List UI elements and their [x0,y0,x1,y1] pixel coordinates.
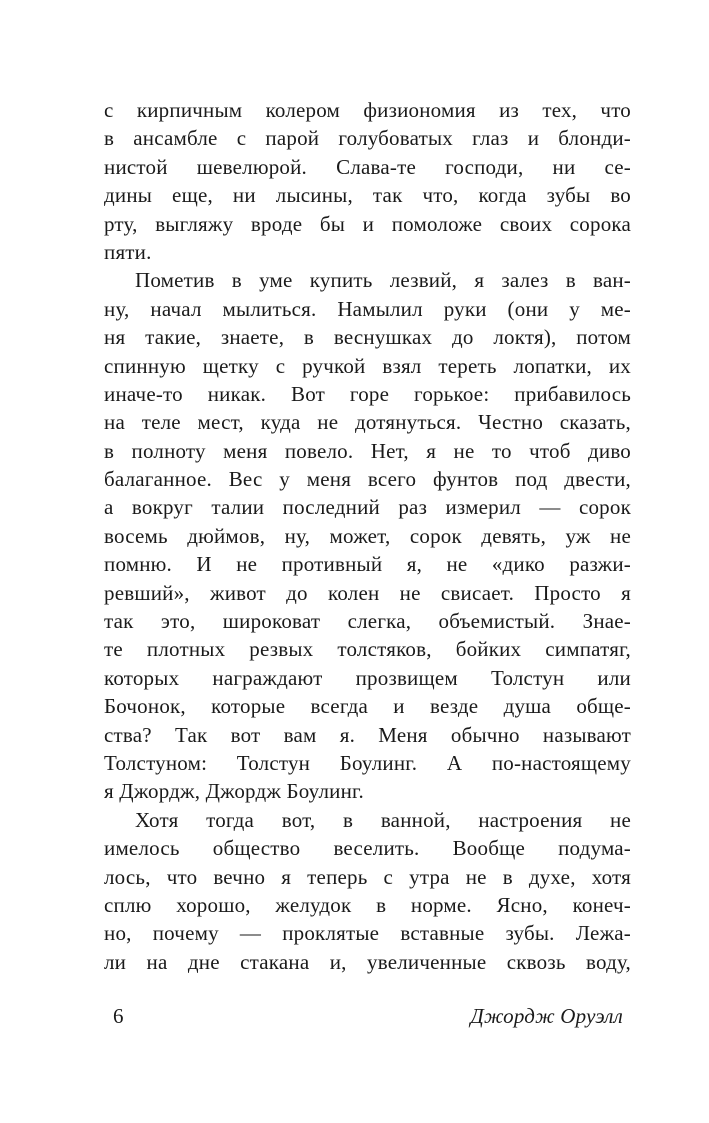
footer-page-number: 6 [113,1004,124,1028]
footer-author: Джордж Оруэлл [470,1004,623,1028]
text-line: с кирпичным колером физиономия из тех, что [104,98,631,122]
text-line: балаганное. Вес у меня всего фунтов под двести, [104,467,631,492]
text-line: сплю хорошо, желудок в норме. Ясно, конеч- [104,892,631,917]
text-line: я Джордж, Джордж Боулинг. [104,779,364,804]
text-line: лось, что вечно я теперь с утра не в духе, хотя [104,864,631,889]
text-line: спинную щетку с ручкой взял тереть лопатки, их [104,353,631,378]
text-line: пяти. [104,239,152,264]
text-line: на теле мест, куда не дотянуться. Честно сказать, [104,410,631,435]
text-line: так это, широковат слегка, объемистый. Знае- [104,609,631,634]
text-line: в ансамбле с парой голубоватых глаз и блонди- [104,126,631,151]
text-line: Пометив в уме купить лезвий, я залез в ван- [135,268,631,293]
text-line: ли на дне стакана и, увеличенные сквозь воду, [104,949,631,974]
text-line: а вокруг талии последний раз измерил — сорок [104,495,631,520]
text-line: ревший», живот до колен не свисает. Просто я [104,580,631,605]
text-line: в полноту меня повело. Нет, я не то чтоб диво [104,438,631,463]
text-line: ства? Так вот вам я. Меня обычно называют [104,722,631,747]
text-line: помню. И не противный я, не «дико разжи- [104,552,631,577]
text-line: Бочонок, которые всегда и везде душа обще- [104,694,631,719]
text-line: нистой шевелюрой. Слава-те господи, ни се- [104,154,631,179]
text-line: иначе-то никак. Вот горе горькое: прибавилось [104,381,631,406]
text-line: восемь дюймов, ну, может, сорок девять, уж не [104,523,631,548]
text-block [104,96,631,976]
text-line: но, почему — проклятые вставные зубы. Лежа- [104,921,631,946]
text-line: ну, начал мылиться. Намылил руки (они у ме- [104,296,631,321]
text-line: рту, выгляжу вроде бы и помоложе своих сорока [104,211,631,236]
text-line: те плотных резвых толстяков, бойких симпатяг, [104,637,631,662]
text-line: ня такие, знаете, в веснушках до локтя), потом [104,325,631,350]
text-line: имелось общество веселить. Вообще подума- [104,836,631,861]
page-footer [104,1002,631,1030]
text-line: которых награждают прозвищем Толстун или [104,665,631,690]
text-line: Хотя тогда вот, в ванной, настроения не [135,807,631,832]
text-line: дины еще, ни лысины, так что, когда зубы во [104,183,631,208]
text-line: Толстуном: Толстун Боулинг. А по-настоящему [104,750,631,775]
